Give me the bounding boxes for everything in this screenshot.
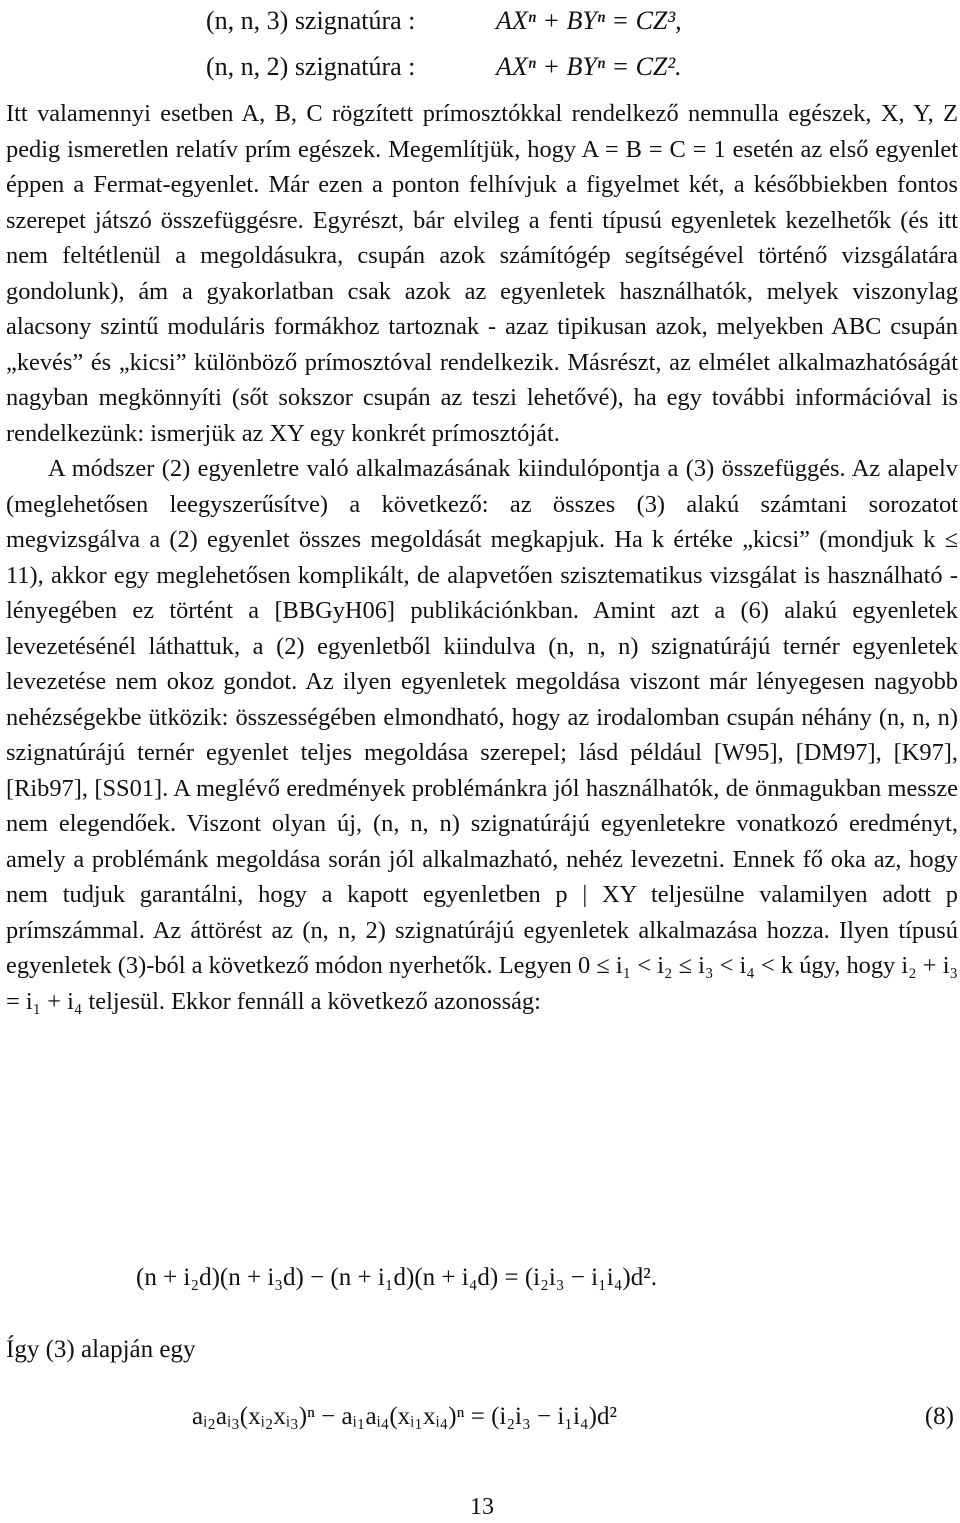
display-equation-8: aᵢ₂aᵢ₃(xᵢ₂xᵢ₃)ⁿ − aᵢ₁aᵢ₄(xᵢ₁xᵢ₄)ⁿ = (i₂i₃ − i₁i₄)d²: [192, 1403, 617, 1430]
equation-number-8: (8): [924, 1403, 954, 1430]
igy-text: Így (3) alapján egy: [6, 1336, 196, 1363]
paragraph-1: Itt valamennyi esetben A, B, C rögzített prímosztókkal rendelkező nemnulla egészek, X, Y, Z pedig ismeretlen relatív prím egészek. Megemlítjük, hogy A = B = C = 1 esetén az első egyenlet éppen a Fermat-egyenlet. Már ezen a ponton felhívjuk a figyelmet két, a későbbiekben fontos szerepet játszó összefüggésre. Egyrészt, bár elvileg a fenti típusú egyenletek kezelhetők (és itt nem feltétlenül a megoldásukra, csupán azok számítógép segítségével történő vizsgálatára gondolunk), ám a gyakorlatban csak azok az egyenletek használhatók, melyek viszonylag alacsony szintű moduláris formákhoz tartoznak - azaz tipikusan azok, melyekben ABC csupán „kevés” és „kicsi” különböző prímosztóval rendelkezik. Másrészt, az elmélet alkalmazhatóságát nagyban megkönnyíti (sőt sokszor csupán az teszi lehetővé), ha egy további információval is rendelkezünk: ismerjük az XY egy konkrét prímosztóját.: [6, 100, 958, 447]
signature-label-1: (n, n, 3) szignatúra :: [206, 6, 416, 35]
display-identity: (n + i₂d)(n + i₃d) − (n + i₁d)(n + i₄d) = (i₂i₃ − i₁i₄)d².: [136, 1264, 657, 1291]
signature-label-2: (n, n, 2) szignatúra :: [206, 52, 416, 81]
equation-2: AXⁿ + BYⁿ = CZ².: [496, 52, 682, 81]
body-text: [6, 96, 958, 1019]
page-number: 13: [470, 1494, 494, 1520]
equation-1: AXⁿ + BYⁿ = CZ³,: [496, 6, 682, 35]
paragraph-2: A módszer (2) egyenletre való alkalmazásának kiindulópontja a (3) összefüggés. Az alapelv (meglehetősen leegyszerűsítve) a következő: az összes (3) alakú számtani sorozatot megvizsgálva a (2) egyenlet összes megoldását megkapjuk. Ha k értéke „kicsi” (mondjuk k ≤ 11), akkor egy meglehetősen komplikált, de alapvetően szisztematikus vizsgálat is használható - lényegében ez történt a [BBGyH06] publikációnkban. Amint azt a (6) alakú egyenletek levezetésénél láthattuk, a (2) egyenletből kiindulva (n, n, n) szignatúrájú ternér egyenletek levezetése nem okoz gondot. Az ilyen egyenletek megoldása viszont már lényegesen nagyobb nehézségekbe ütközik: összességében elmondható, hogy az irodalomban csupán néhány (n, n, n) szignatúrájú ternér egyenlet teljes megoldása szerepel; lásd például [W95], [DM97], [K97], [Rib97], [SS01]. A meglévő eredmények problémánkra jól használhatók, de önmagukban messze nem elegendőek. Viszont olyan új, (n, n, n) szignatúrájú egyenletekre vonatkozó eredményt, amely a problémánk megoldása során jól alkalmazható, nehéz levezetni. Ennek fő oka az, hogy nem tudjuk garantálni, hogy a kapott egyenletben p | XY teljesülne valamilyen adott p prímszámmal. Az áttörést az (n, n, 2) szignatúrájú egyenletek alkalmazása hozza. Ilyen típusú egyenletek (3)-ból a következő módon nyerhetők. Legyen 0 ≤ i₁ < i₂ ≤ i₃ < i₄ < k úgy, hogy i₂ + i₃ = i₁ + i₄ teljesül. Ekkor fennáll a következő azonosság:: [6, 455, 958, 1015]
